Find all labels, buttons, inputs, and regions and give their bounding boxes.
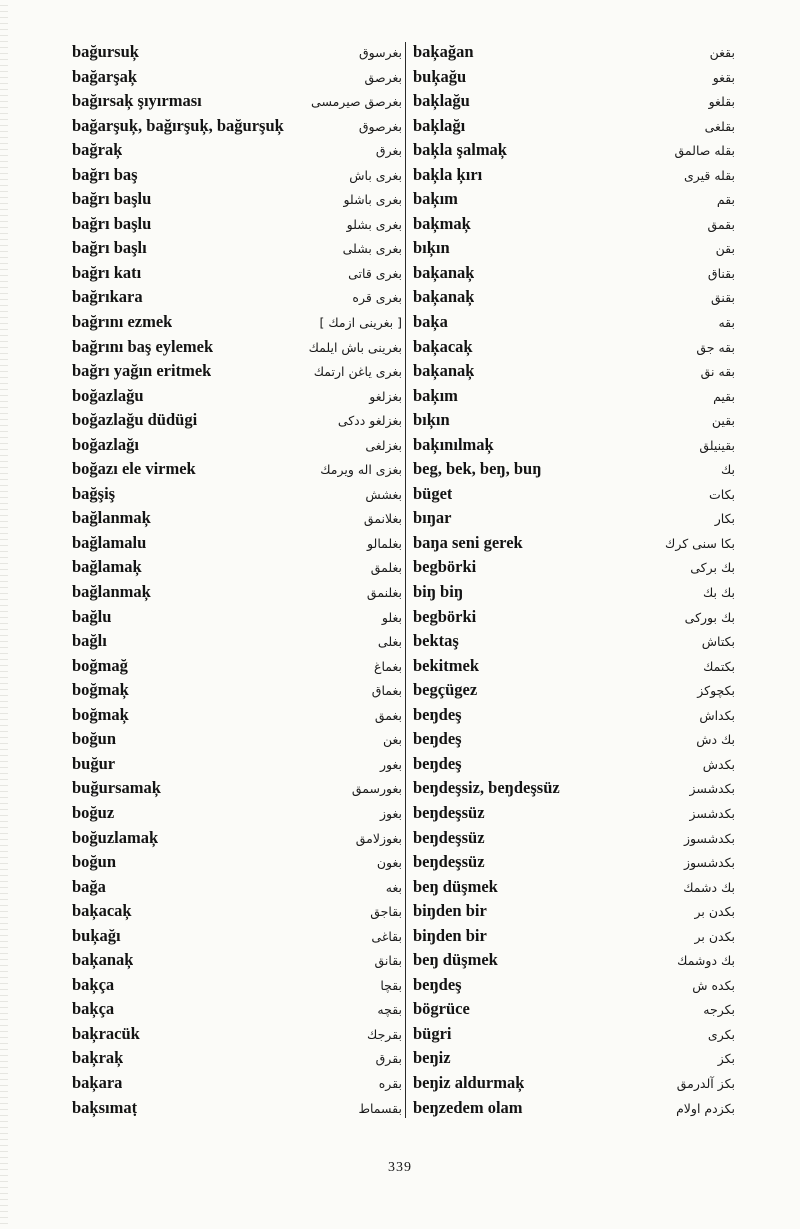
dictionary-entry: [413, 236, 735, 261]
entry-arabic: بغری باشلو: [343, 192, 402, 208]
entry-arabic: بغزلغی: [365, 437, 402, 453]
entry-latin: baķanaķ: [413, 361, 475, 381]
dictionary-entry: [413, 384, 735, 409]
dictionary-entry: [413, 678, 735, 703]
entry-latin: boğazlağı: [72, 434, 139, 454]
entry-latin: buğur: [72, 753, 116, 773]
entry-latin: bağrı katı: [72, 262, 142, 282]
entry-arabic: بقرجك: [367, 1026, 402, 1042]
entry-latin: boğmağ: [72, 655, 128, 675]
dictionary-entry: [72, 924, 402, 949]
entry-latin: bağşiş: [72, 483, 116, 503]
entry-latin: boğmaķ: [72, 704, 129, 724]
entry-arabic: بقاغی: [371, 928, 402, 944]
page-number: 339: [388, 1160, 412, 1175]
dictionary-entry: [72, 776, 402, 801]
dictionary-entry: [413, 261, 735, 286]
dictionary-entry: [72, 65, 402, 90]
entry-arabic: بغلو: [381, 609, 402, 625]
dictionary-entry: [413, 580, 735, 605]
entry-latin: beŋdeşsüz: [413, 827, 485, 847]
entry-latin: biŋden bir: [413, 925, 487, 945]
entry-arabic: بكدن بر: [694, 904, 735, 920]
left-column: [72, 40, 402, 1120]
entry-latin: beŋdeşsüz: [413, 802, 485, 822]
dictionary-entry: [413, 776, 735, 801]
entry-latin: bağrı başlu: [72, 189, 152, 209]
entry-latin: bağlanmaķ: [72, 508, 151, 528]
entry-latin: beŋdeş: [413, 729, 462, 749]
dictionary-entry: [72, 1096, 402, 1121]
entry-arabic: بك دوشمك: [677, 953, 735, 969]
entry-latin: beŋdeş: [413, 704, 462, 724]
entry-arabic: بكتاش: [701, 634, 735, 650]
entry-arabic: بكدش: [702, 756, 735, 772]
entry-arabic: بغوزلامق: [355, 830, 402, 846]
entry-latin: bağarşaķ: [72, 66, 138, 86]
entry-latin: baķacaķ: [72, 901, 132, 921]
dictionary-entry: [72, 506, 402, 531]
entry-arabic: بقه جق: [696, 339, 735, 355]
entry-arabic: بكری: [707, 1026, 735, 1042]
dictionary-entry: [413, 875, 735, 900]
entry-arabic: بكز آلدرمق: [676, 1075, 735, 1091]
entry-latin: baķanaķ: [413, 287, 475, 307]
dictionary-entry: [413, 1046, 735, 1071]
entry-latin: boğazı ele virmek: [72, 459, 196, 479]
entry-arabic: بقن: [715, 241, 735, 257]
entry-arabic: بغون: [376, 855, 402, 871]
entry-arabic: بقیم: [713, 388, 735, 404]
dictionary-entry: [413, 89, 735, 114]
dictionary-entry: [413, 703, 735, 728]
dictionary-entry: [413, 997, 735, 1022]
dictionary-entry: [72, 482, 402, 507]
entry-latin: baķça: [72, 999, 115, 1019]
entry-latin: begçügez: [413, 680, 478, 700]
dictionary-entry: [72, 948, 402, 973]
entry-arabic: بقسماط: [358, 1100, 402, 1116]
entry-latin: beg, bek, beŋ, buŋ: [413, 459, 542, 479]
entry-latin: beŋiz aldurmaķ: [413, 1072, 525, 1092]
entry-arabic: بقچا: [380, 977, 402, 993]
entry-arabic: بقغن: [709, 45, 735, 60]
entry-arabic: بقچه: [377, 1002, 402, 1018]
dictionary-entry: [72, 875, 402, 900]
entry-latin: bağlı: [72, 631, 107, 651]
entry-arabic: بقنق: [711, 290, 735, 306]
dictionary-entry: [72, 408, 402, 433]
dictionary-entry: [413, 212, 735, 237]
entry-arabic: بغماغ: [373, 658, 402, 674]
column-divider: [405, 42, 406, 1118]
entry-arabic: بكا سنی كرك: [665, 535, 735, 551]
dictionary-entry: [72, 212, 402, 237]
dictionary-entry: [72, 40, 402, 65]
entry-latin: beŋdeşsiz, beŋdeşsüz: [413, 778, 560, 798]
entry-arabic: بقلغی: [704, 118, 735, 134]
entry-latin: baķanaķ: [413, 262, 475, 282]
entry-latin: beŋdeş: [413, 974, 462, 994]
entry-latin: bağrıkara: [72, 287, 143, 307]
dictionary-entry: [72, 384, 402, 409]
entry-latin: baķağan: [413, 42, 474, 61]
entry-arabic: بقه نق: [700, 364, 735, 380]
dictionary-entry: [72, 678, 402, 703]
entry-arabic: بغماق: [371, 683, 402, 699]
entry-latin: bağrı başlı: [72, 238, 147, 258]
entry-latin: bağrını ezmek: [72, 312, 173, 332]
entry-latin: beŋzedem olam: [413, 1097, 523, 1117]
dictionary-entry: [413, 359, 735, 384]
dictionary-entry: [72, 801, 402, 826]
dictionary-entry: [72, 850, 402, 875]
dictionary-entry: [413, 408, 735, 433]
entry-arabic: بكار: [714, 511, 735, 527]
entry-arabic: بك بك: [702, 585, 735, 601]
entry-arabic: بقرق: [375, 1051, 402, 1067]
dictionary-entry: [72, 433, 402, 458]
entry-arabic: بقله صالمق: [674, 143, 735, 159]
entry-arabic: بقه: [718, 315, 735, 331]
entry-arabic: بقمق: [707, 216, 735, 232]
entry-latin: biŋden bir: [413, 901, 487, 921]
dictionary-entry: [72, 703, 402, 728]
dictionary-entry: [72, 899, 402, 924]
entry-arabic: بك دش: [696, 732, 735, 748]
entry-arabic: بغوز: [379, 805, 402, 821]
entry-latin: baķım: [413, 385, 458, 405]
entry-arabic: بغزی اله ویرمك: [320, 462, 402, 478]
entry-latin: baķanaķ: [72, 950, 134, 970]
entry-arabic: بكزدم اولام: [676, 1100, 735, 1116]
entry-latin: bıķın: [413, 238, 450, 258]
entry-arabic: بك: [720, 462, 735, 478]
dictionary-entry: [413, 801, 735, 826]
dictionary-entry: [72, 236, 402, 261]
entry-latin: boğazlağu düdügi: [72, 410, 198, 430]
entry-arabic: بغلنمق: [366, 585, 402, 601]
entry-latin: baķraķ: [72, 1048, 124, 1068]
entry-arabic: بغرینی باش ایلمك: [308, 339, 402, 355]
entry-latin: baķça: [72, 974, 115, 994]
dictionary-entry: [72, 359, 402, 384]
entry-latin: bağursuķ: [72, 42, 139, 61]
entry-arabic: بكدشسز: [689, 781, 735, 797]
entry-arabic: بقم: [716, 192, 735, 208]
dictionary-entry: [72, 138, 402, 163]
entry-latin: baķara: [72, 1072, 123, 1092]
entry-arabic: بقانق: [374, 953, 402, 969]
dictionary-entry: [413, 948, 735, 973]
dictionary-entry: [413, 433, 735, 458]
entry-latin: bügri: [413, 1023, 452, 1043]
dictionary-entry: [413, 605, 735, 630]
dictionary-entry: [72, 629, 402, 654]
entry-arabic: بقغو: [712, 69, 735, 85]
entry-latin: bağlamalu: [72, 532, 147, 552]
entry-arabic: بكدشسز: [689, 805, 735, 821]
entry-arabic: بغرصق: [364, 69, 402, 85]
dictionary-entry: [413, 752, 735, 777]
dictionary-entry: [413, 555, 735, 580]
entry-latin: baķlağı: [413, 115, 466, 135]
dictionary-entry: [413, 138, 735, 163]
entry-arabic: بغلانمق: [363, 511, 402, 527]
entry-arabic: بغری یاغن ارتمك: [313, 364, 402, 380]
dictionary-entry: [72, 1022, 402, 1047]
entry-latin: bağlanmaķ: [72, 582, 151, 602]
dictionary-entry: [413, 1022, 735, 1047]
dictionary-entry: [413, 114, 735, 139]
entry-latin: bağrını baş eylemek: [72, 336, 214, 356]
dictionary-entry: [413, 1096, 735, 1121]
entry-latin: bağarşuķ, bağırşuķ, bağurşuķ: [72, 115, 284, 135]
entry-arabic: بغرصوق: [358, 118, 402, 134]
entry-latin: boğuzlamaķ: [72, 827, 159, 847]
dictionary-entry: [72, 605, 402, 630]
entry-latin: boğun: [72, 729, 117, 749]
entry-latin: baķlağu: [413, 91, 470, 111]
entry-latin: beŋ düşmek: [413, 950, 498, 970]
entry-arabic: بك برکی: [690, 560, 735, 576]
entry-latin: boğun: [72, 852, 117, 872]
dictionary-entry: [413, 506, 735, 531]
entry-arabic: بغری قاتی: [348, 265, 402, 281]
dictionary-entry: [72, 457, 402, 482]
dictionary-entry: [413, 1071, 735, 1096]
entry-arabic: بغن: [382, 732, 402, 748]
entry-latin: bağraķ: [72, 140, 123, 160]
entry-latin: bögrüce: [413, 999, 470, 1019]
entry-arabic: بغلمالو: [367, 535, 402, 551]
entry-arabic: بكات: [709, 486, 735, 502]
dictionary-entry: [72, 654, 402, 679]
entry-latin: baķınılmaķ: [413, 434, 494, 454]
dictionary-entry: [413, 482, 735, 507]
dictionary-entry: [413, 629, 735, 654]
entry-arabic: بغری باش: [349, 167, 402, 183]
entry-arabic: بغلی: [377, 634, 402, 650]
entry-latin: beŋdeşsüz: [413, 852, 485, 872]
entry-latin: biŋ biŋ: [413, 582, 463, 602]
entry-latin: boğuz: [72, 802, 115, 822]
dictionary-entry: [72, 531, 402, 556]
dictionary-entry: [72, 973, 402, 998]
entry-arabic: بكز: [717, 1051, 735, 1067]
entry-arabic: بغری قره: [352, 290, 402, 306]
entry-arabic: بغه: [385, 879, 402, 895]
entry-latin: begbörki: [413, 557, 477, 577]
entry-latin: bıŋar: [413, 508, 452, 528]
entry-arabic: بقره: [378, 1075, 402, 1091]
entry-latin: bağrı yağın eritmek: [72, 361, 212, 381]
entry-arabic: بغری بشلی: [342, 241, 402, 257]
dictionary-entry: [72, 580, 402, 605]
entry-latin: beŋdeş: [413, 753, 462, 773]
entry-arabic: بك بورکی: [684, 609, 735, 625]
entry-arabic: بغری بشلو: [346, 216, 402, 232]
entry-latin: bağlamaķ: [72, 557, 142, 577]
dictionary-entry: [413, 310, 735, 335]
entry-arabic: بكتمك: [703, 658, 735, 674]
entry-latin: baķacaķ: [413, 336, 473, 356]
dictionary-entry: [413, 826, 735, 851]
dictionary-entry: [72, 261, 402, 286]
page-edge: [0, 0, 8, 1229]
dictionary-entry: [413, 899, 735, 924]
dictionary-entry: [72, 310, 402, 335]
entry-latin: bağa: [72, 876, 106, 896]
dictionary-entry: [72, 89, 402, 114]
entry-arabic: بكدشسوز: [683, 855, 735, 871]
dictionary-entry: [72, 187, 402, 212]
dictionary-entry: [413, 457, 735, 482]
dictionary-entry: [72, 727, 402, 752]
entry-arabic: بقله قیری: [683, 167, 735, 183]
dictionary-entry: [413, 654, 735, 679]
entry-arabic: بغمق: [374, 707, 402, 723]
entry-latin: begbörki: [413, 606, 477, 626]
dictionary-entry: [413, 850, 735, 875]
dictionary-entry: [72, 752, 402, 777]
dictionary-entry: [413, 65, 735, 90]
entry-latin: bağrı baş: [72, 164, 138, 184]
dictionary-entry: [413, 335, 735, 360]
entry-arabic: بقناق: [707, 265, 735, 281]
entry-latin: baķla şalmaķ: [413, 140, 507, 160]
entry-arabic: بكداش: [699, 707, 735, 723]
entry-latin: bekitmek: [413, 655, 479, 675]
entry-latin: buķağu: [413, 66, 467, 86]
entry-arabic: بقین: [711, 413, 735, 429]
dictionary-entry: [72, 1071, 402, 1096]
dictionary-entry: [72, 826, 402, 851]
entry-latin: baķracük: [72, 1023, 140, 1043]
dictionary-entry: [72, 1046, 402, 1071]
entry-latin: baķım: [413, 189, 458, 209]
dictionary-entry: [72, 163, 402, 188]
entry-latin: baķmaķ: [413, 213, 471, 233]
dictionary-entry: [413, 285, 735, 310]
entry-latin: bıķın: [413, 410, 450, 430]
dictionary-entry: [72, 285, 402, 310]
entry-latin: baķa: [413, 312, 448, 332]
entry-latin: boğmaķ: [72, 680, 129, 700]
entry-arabic: بغشش: [365, 486, 402, 502]
dictionary-entry: [72, 555, 402, 580]
entry-arabic: بغلمق: [370, 560, 402, 576]
entry-latin: bağlu: [72, 606, 112, 626]
entry-arabic: بكرجه: [703, 1002, 735, 1018]
entry-latin: baķla ķırı: [413, 164, 483, 184]
entry-arabic: بغرق: [375, 143, 402, 159]
entry-arabic: بك دشمك: [683, 879, 735, 895]
entry-latin: büget: [413, 483, 453, 503]
entry-arabic: بغور: [379, 756, 402, 772]
dictionary-entry: [413, 924, 735, 949]
entry-latin: bağırsaķ şıyırması: [72, 91, 202, 111]
dictionary-entry: [413, 163, 735, 188]
dictionary-entry: [413, 973, 735, 998]
entry-arabic: بغرصق صيرمسی: [311, 94, 402, 110]
dictionary-entry: [413, 727, 735, 752]
right-column: [413, 40, 735, 1120]
dictionary-entry: [72, 997, 402, 1022]
entry-latin: buķağı: [72, 925, 121, 945]
dictionary-entry: [413, 531, 735, 556]
entry-arabic: بغرسوق: [358, 45, 402, 60]
entry-arabic: بغورسمق: [351, 781, 402, 797]
dictionary-entry: [72, 114, 402, 139]
dictionary-entry: [413, 40, 735, 65]
entry-latin: boğazlağu: [72, 385, 144, 405]
entry-latin: bağrı başlu: [72, 213, 152, 233]
entry-arabic: بكدن بر: [694, 928, 735, 944]
dictionary-entry: [413, 187, 735, 212]
entry-latin: baķsımaṭ: [72, 1097, 138, 1117]
entry-arabic: بقلغو: [708, 94, 735, 110]
entry-arabic: [ بغرینی ازمك ]: [319, 315, 402, 331]
entry-latin: bektaş: [413, 631, 459, 651]
entry-arabic: بغزلغو: [369, 388, 402, 404]
entry-arabic: بكدشسوز: [683, 830, 735, 846]
entry-latin: beŋ düşmek: [413, 876, 498, 896]
entry-arabic: بكچوكز: [697, 683, 735, 699]
entry-arabic: بكده ش: [692, 977, 735, 993]
entry-arabic: بغزلغو ددکی: [337, 413, 402, 429]
dictionary-entry: [72, 335, 402, 360]
entry-latin: baŋa seni gerek: [413, 532, 523, 552]
entry-arabic: بقینیلق: [699, 437, 735, 453]
entry-latin: buğursamaķ: [72, 778, 161, 798]
entry-arabic: بقاجق: [370, 904, 402, 920]
entry-latin: beŋiz: [413, 1048, 451, 1068]
